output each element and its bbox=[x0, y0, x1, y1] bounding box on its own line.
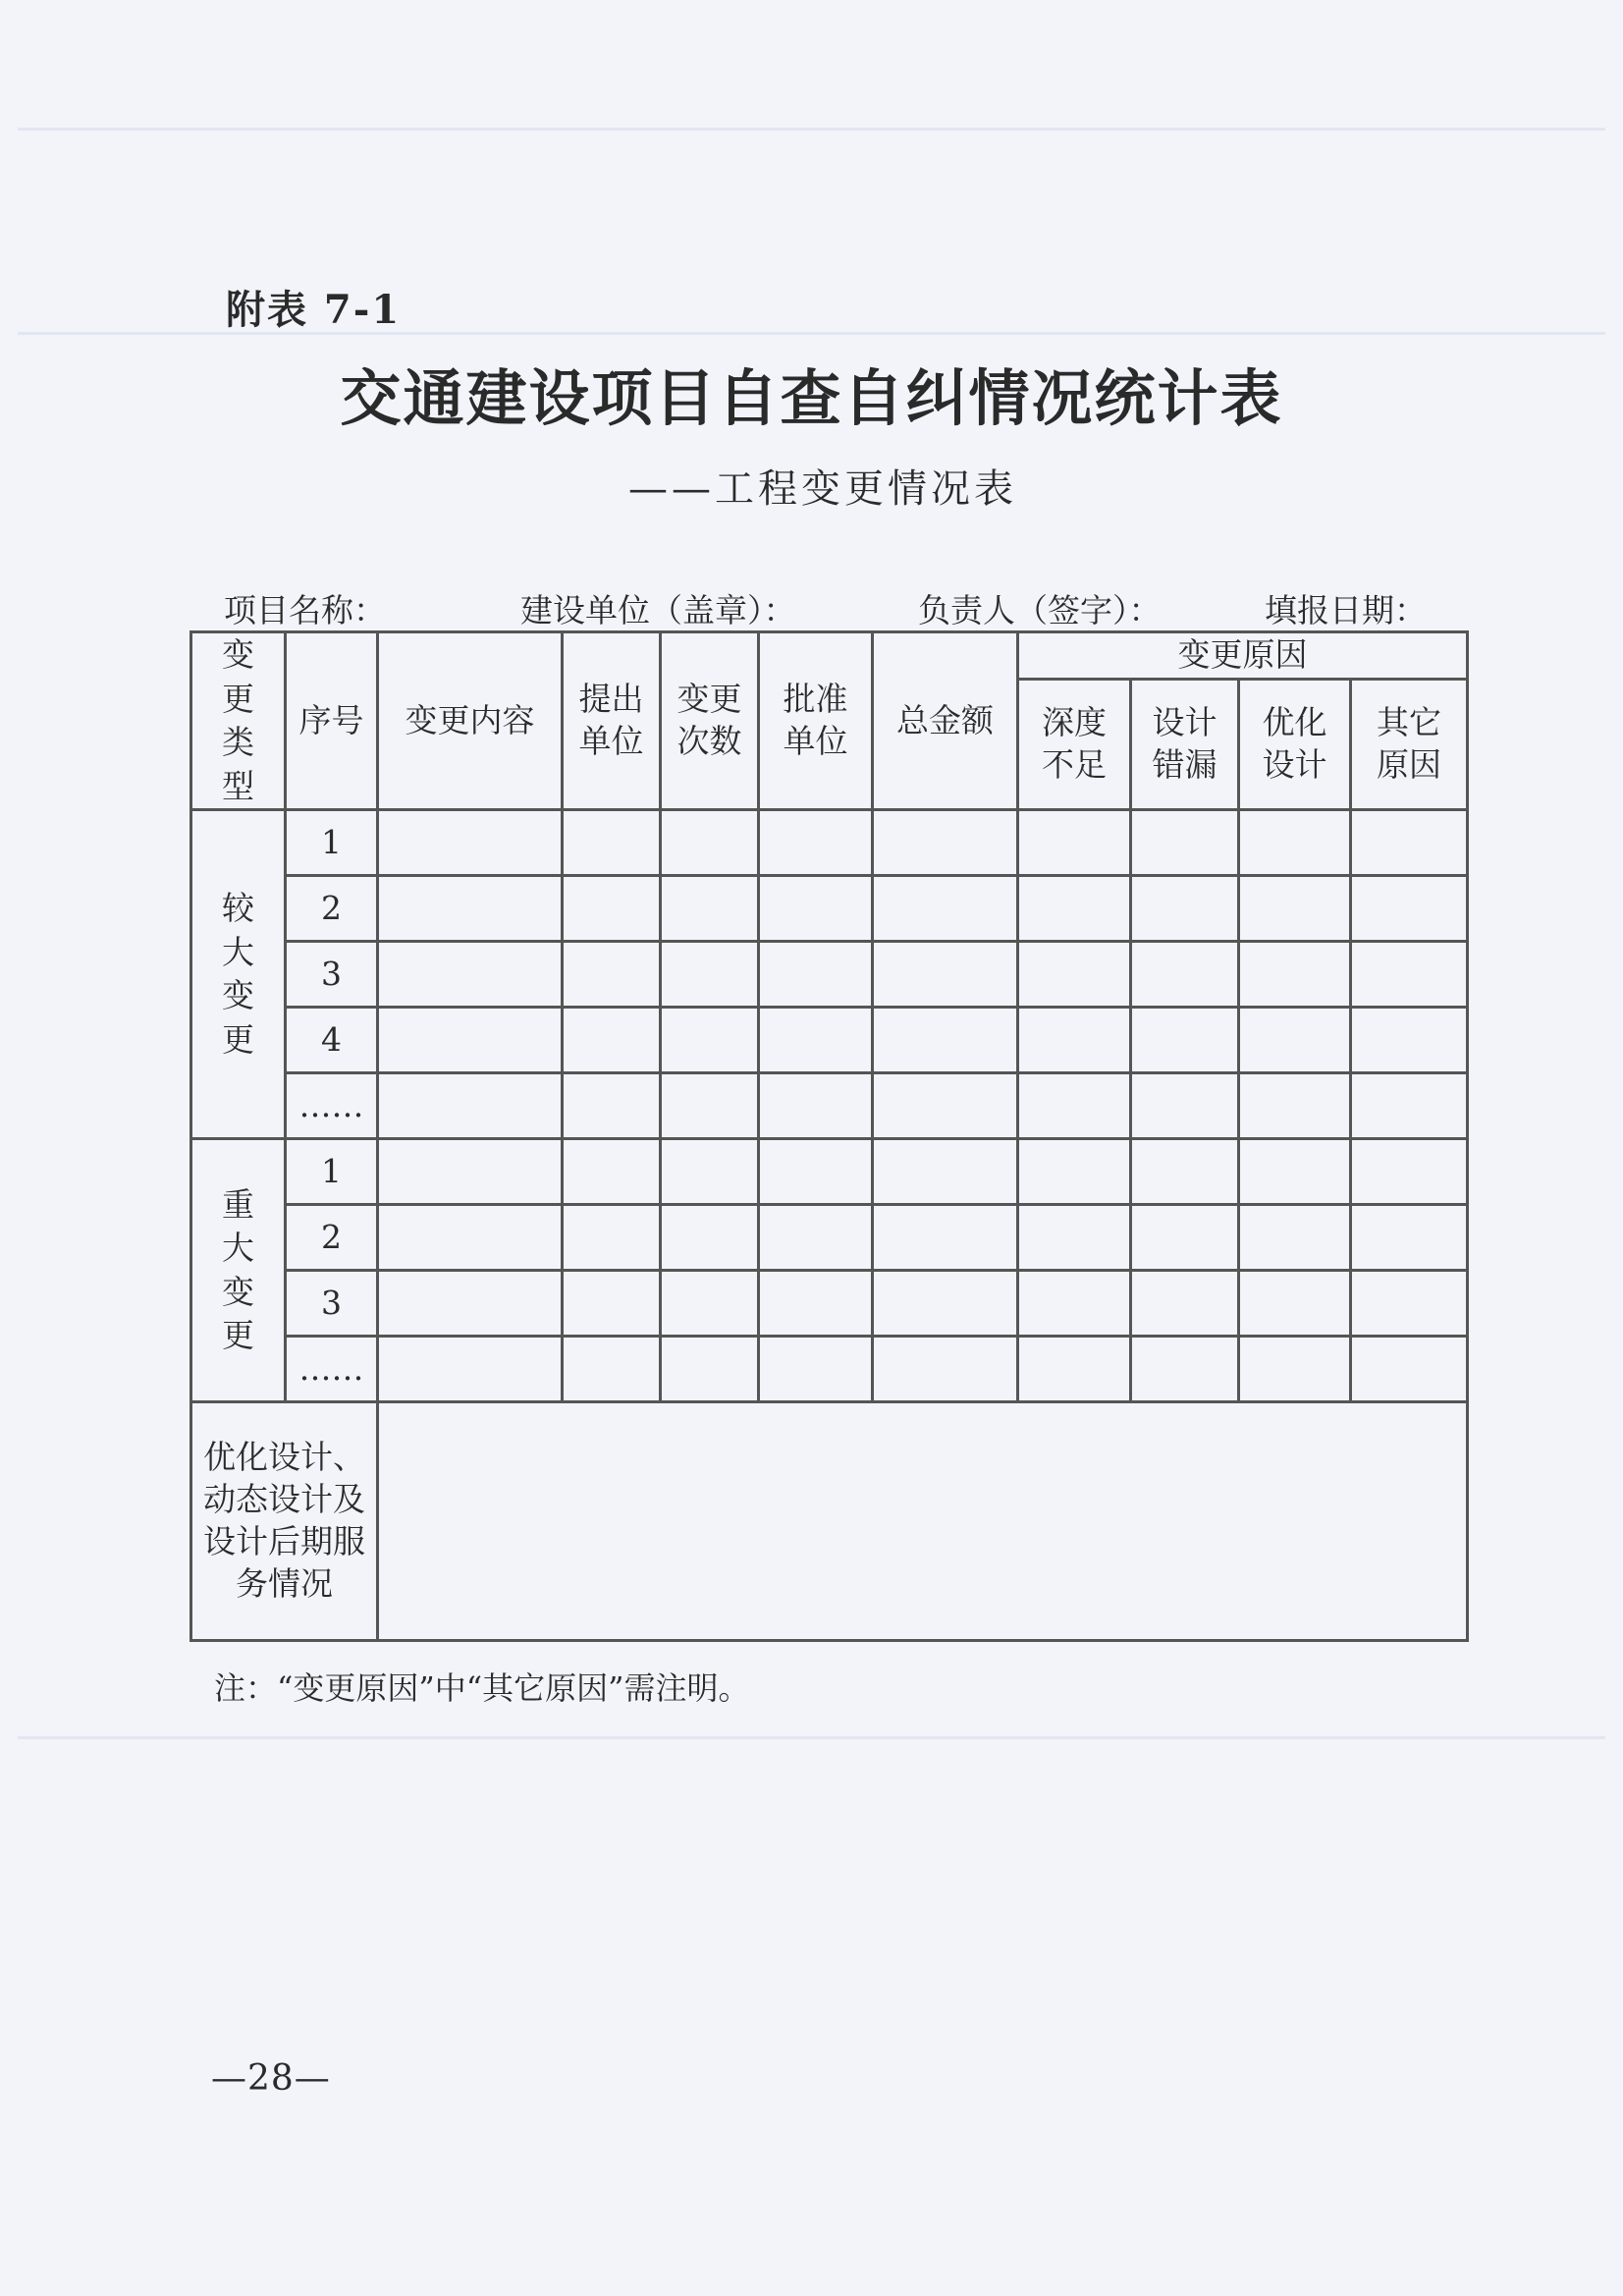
header-reason-optimize bbox=[1239, 680, 1351, 810]
blank-entry-cell[interactable] bbox=[661, 942, 759, 1008]
header-approver-text: 批准 单位 bbox=[783, 680, 848, 761]
blank-entry-cell[interactable] bbox=[661, 1073, 759, 1139]
scan-artifact bbox=[18, 128, 1605, 131]
blank-entry-cell[interactable] bbox=[563, 1073, 661, 1139]
blank-entry-cell[interactable] bbox=[1131, 1205, 1239, 1271]
table-row bbox=[191, 810, 1468, 876]
blank-entry-cell[interactable] bbox=[563, 876, 661, 942]
blank-entry-cell[interactable] bbox=[1239, 1205, 1351, 1271]
table-row bbox=[191, 1139, 1468, 1205]
optimization-label: 优化设计、 动态设计及 设计后期服 务情况 bbox=[203, 1438, 365, 1604]
document-title: 交通建设项目自查自纠情况统计表 bbox=[340, 362, 1283, 434]
blank-entry-cell[interactable] bbox=[1131, 1073, 1239, 1139]
blank-entry-cell[interactable] bbox=[873, 810, 1018, 876]
blank-entry-cell[interactable] bbox=[378, 1337, 563, 1402]
blank-entry-cell[interactable] bbox=[378, 810, 563, 876]
blank-entry-cell[interactable] bbox=[1131, 942, 1239, 1008]
blank-entry-cell[interactable] bbox=[1239, 810, 1351, 876]
blank-entry-cell[interactable] bbox=[563, 1008, 661, 1073]
blank-entry-cell[interactable] bbox=[759, 1271, 873, 1337]
header-approver bbox=[759, 632, 873, 810]
group-label-cell bbox=[191, 810, 286, 1139]
blank-entry-cell[interactable] bbox=[873, 1205, 1018, 1271]
blank-entry-cell[interactable] bbox=[1018, 1337, 1131, 1402]
blank-entry-cell[interactable] bbox=[1131, 1139, 1239, 1205]
blank-entry-cell[interactable] bbox=[873, 1073, 1018, 1139]
blank-entry-cell[interactable] bbox=[759, 942, 873, 1008]
table-row bbox=[191, 1205, 1468, 1271]
table-row bbox=[191, 1337, 1468, 1402]
blank-entry-cell[interactable] bbox=[661, 1139, 759, 1205]
seq-cell: 3 bbox=[286, 942, 378, 1008]
header-change-type bbox=[191, 632, 286, 810]
appendix-label: 附表 7-1 bbox=[226, 287, 402, 333]
blank-entry-cell[interactable] bbox=[759, 1073, 873, 1139]
header-reason-depth bbox=[1018, 680, 1131, 810]
blank-entry-cell[interactable] bbox=[873, 1139, 1018, 1205]
scan-artifact bbox=[18, 1736, 1605, 1739]
blank-entry-cell[interactable] bbox=[1239, 1139, 1351, 1205]
blank-entry-cell[interactable] bbox=[1131, 810, 1239, 876]
group-label: 较 大 变 更 bbox=[222, 889, 254, 1059]
blank-entry-cell[interactable] bbox=[661, 1271, 759, 1337]
blank-entry-cell[interactable] bbox=[1018, 1139, 1131, 1205]
optimization-row bbox=[191, 1402, 1468, 1641]
blank-entry-cell[interactable] bbox=[1351, 1271, 1468, 1337]
blank-entry-cell[interactable] bbox=[1351, 1337, 1468, 1402]
header-content: 变更内容 bbox=[378, 632, 563, 810]
blank-entry-cell[interactable] bbox=[1351, 1008, 1468, 1073]
header-change-type-text: 变 更 类 型 bbox=[222, 635, 254, 805]
header-reason: 变更原因 bbox=[1018, 632, 1468, 680]
blank-entry-cell[interactable] bbox=[873, 876, 1018, 942]
seq-cell: …… bbox=[286, 1337, 378, 1402]
blank-entry-cell[interactable] bbox=[661, 1205, 759, 1271]
seq-cell: 1 bbox=[286, 1139, 378, 1205]
change-statistics-table bbox=[189, 630, 1469, 1642]
blank-entry-cell[interactable] bbox=[1018, 1205, 1131, 1271]
header-seq: 序号 bbox=[286, 632, 378, 810]
seq-cell: 3 bbox=[286, 1271, 378, 1337]
group-label: 重 大 变 更 bbox=[222, 1184, 254, 1355]
blank-entry-cell[interactable] bbox=[1239, 942, 1351, 1008]
blank-entry-cell[interactable] bbox=[1351, 942, 1468, 1008]
blank-entry-cell[interactable] bbox=[1351, 1073, 1468, 1139]
blank-entry-cell[interactable] bbox=[873, 1008, 1018, 1073]
blank-entry-cell[interactable] bbox=[759, 810, 873, 876]
seq-cell: …… bbox=[286, 1073, 378, 1139]
seq-cell: 2 bbox=[286, 1205, 378, 1271]
blank-entry-cell[interactable] bbox=[873, 1337, 1018, 1402]
blank-entry-cell[interactable] bbox=[873, 1271, 1018, 1337]
header-count-text: 变更 次数 bbox=[676, 680, 742, 761]
blank-entry-cell[interactable] bbox=[1239, 1073, 1351, 1139]
blank-entry-cell[interactable] bbox=[1131, 876, 1239, 942]
blank-entry-cell[interactable] bbox=[1239, 1271, 1351, 1337]
blank-entry-cell[interactable] bbox=[759, 1337, 873, 1402]
blank-entry-cell[interactable] bbox=[1018, 1073, 1131, 1139]
blank-entry-cell[interactable] bbox=[378, 1073, 563, 1139]
table-row bbox=[191, 1073, 1468, 1139]
blank-entry-cell[interactable] bbox=[1239, 1337, 1351, 1402]
table-row bbox=[191, 1271, 1468, 1337]
blank-entry-cell[interactable] bbox=[1018, 942, 1131, 1008]
blank-entry-cell[interactable] bbox=[1351, 876, 1468, 942]
blank-entry-cell[interactable] bbox=[378, 1008, 563, 1073]
blank-entry-cell[interactable] bbox=[563, 1139, 661, 1205]
blank-entry-cell[interactable] bbox=[1351, 1205, 1468, 1271]
header-reason-error bbox=[1131, 680, 1239, 810]
blank-entry-cell[interactable] bbox=[563, 942, 661, 1008]
blank-entry-cell[interactable] bbox=[1239, 1008, 1351, 1073]
blank-entry-cell[interactable] bbox=[563, 1337, 661, 1402]
seq-cell: 4 bbox=[286, 1008, 378, 1073]
blank-entry-cell[interactable] bbox=[563, 810, 661, 876]
blank-entry-cell[interactable] bbox=[378, 1205, 563, 1271]
blank-entry-cell[interactable] bbox=[759, 876, 873, 942]
table-row bbox=[191, 1008, 1468, 1073]
blank-entry-cell[interactable] bbox=[1018, 1271, 1131, 1337]
blank-entry-cell[interactable] bbox=[759, 1008, 873, 1073]
page-number: —28— bbox=[211, 2058, 331, 2099]
blank-entry-cell[interactable] bbox=[378, 1271, 563, 1337]
blank-entry-cell[interactable] bbox=[1018, 810, 1131, 876]
footnote: 注：“变更原因”中“其它原因”需注明。 bbox=[214, 1669, 750, 1707]
blank-entry-cell[interactable] bbox=[1351, 1139, 1468, 1205]
blank-entry-cell[interactable] bbox=[1239, 876, 1351, 942]
table-row bbox=[191, 942, 1468, 1008]
blank-entry-cell[interactable] bbox=[1131, 1008, 1239, 1073]
header-reason-optimize-text: 优化 设计 bbox=[1262, 703, 1327, 785]
blank-entry-cell[interactable] bbox=[378, 876, 563, 942]
blank-entry-cell[interactable] bbox=[1131, 1271, 1239, 1337]
project-name-label: 项目名称： bbox=[224, 591, 386, 629]
blank-entry-cell[interactable] bbox=[1131, 1337, 1239, 1402]
blank-entry-cell[interactable] bbox=[661, 876, 759, 942]
blank-entry-cell[interactable] bbox=[1018, 1008, 1131, 1073]
optimization-entry-cell[interactable] bbox=[378, 1402, 1468, 1641]
header-count bbox=[661, 632, 759, 810]
header-total: 总金额 bbox=[873, 632, 1018, 810]
optimization-label-cell bbox=[191, 1402, 378, 1641]
document-subtitle: ——工程变更情况表 bbox=[628, 466, 1017, 512]
person-in-charge-label: 负责人（签字）： bbox=[918, 591, 1162, 629]
fill-date-label: 填报日期： bbox=[1265, 591, 1427, 629]
blank-entry-cell[interactable] bbox=[873, 942, 1018, 1008]
builder-label: 建设单位（盖章）： bbox=[520, 591, 796, 629]
blank-entry-cell[interactable] bbox=[759, 1205, 873, 1271]
header-reason-other bbox=[1351, 680, 1468, 810]
header-reason-error-text: 设计 错漏 bbox=[1152, 703, 1217, 785]
table-row bbox=[191, 876, 1468, 942]
blank-entry-cell[interactable] bbox=[661, 1008, 759, 1073]
blank-entry-cell[interactable] bbox=[661, 810, 759, 876]
group-label-cell bbox=[191, 1139, 286, 1402]
seq-cell: 2 bbox=[286, 876, 378, 942]
blank-entry-cell[interactable] bbox=[661, 1337, 759, 1402]
blank-entry-cell[interactable] bbox=[563, 1271, 661, 1337]
blank-entry-cell[interactable] bbox=[1018, 876, 1131, 942]
blank-entry-cell[interactable] bbox=[759, 1139, 873, 1205]
header-reason-depth-text: 深度 不足 bbox=[1042, 703, 1107, 785]
blank-entry-cell[interactable] bbox=[378, 1139, 563, 1205]
blank-entry-cell[interactable] bbox=[1351, 810, 1468, 876]
seq-cell: 1 bbox=[286, 810, 378, 876]
blank-entry-cell[interactable] bbox=[563, 1205, 661, 1271]
header-reason-other-text: 其它 原因 bbox=[1377, 703, 1441, 785]
blank-entry-cell[interactable] bbox=[378, 942, 563, 1008]
header-proposer bbox=[563, 632, 661, 810]
header-proposer-text: 提出 单位 bbox=[578, 680, 644, 761]
